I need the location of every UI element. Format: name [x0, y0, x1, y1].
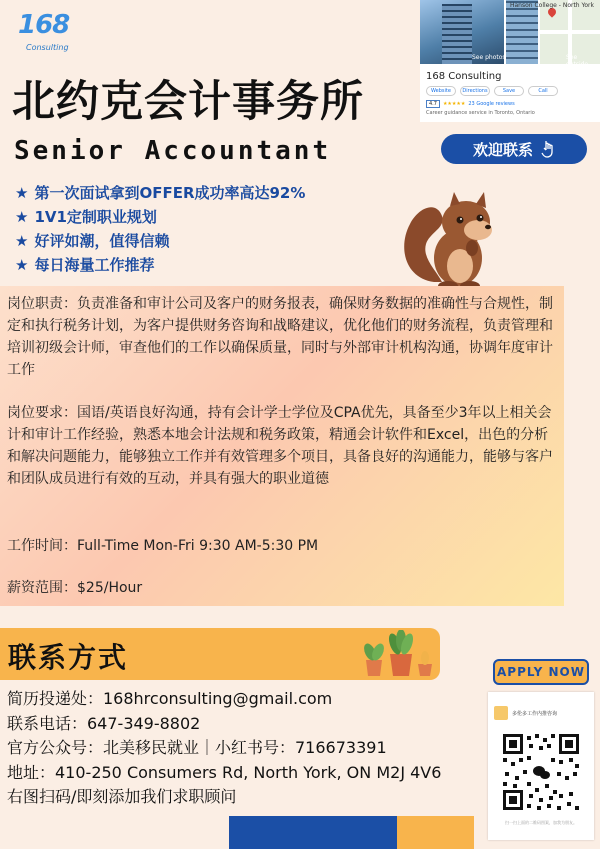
- list-item: ★ 好评如潮，值得信赖: [15, 229, 305, 253]
- star-icon: ★: [15, 184, 29, 202]
- company-logo: [18, 10, 68, 56]
- highlights-list: [15, 181, 305, 277]
- building-photo-2[interactable]: [506, 0, 538, 64]
- website-button[interactable]: Website: [426, 86, 456, 96]
- apply-now-button[interactable]: APPLY NOW: [493, 659, 589, 685]
- list-item: ★ 1V1定制职业规划: [15, 205, 305, 229]
- reviews-link[interactable]: 23 Google reviews: [468, 101, 515, 107]
- contact-us-button[interactable]: [441, 134, 587, 164]
- logo-subtitle: Consulting: [26, 43, 69, 52]
- squirrel-illustration: [396, 186, 500, 294]
- salary-range: 薪资范围：$25/Hour: [7, 580, 143, 596]
- star-icon: ★: [15, 208, 29, 226]
- qr-footer: 扫一扫上面的二维码图案，加我为朋友。: [505, 820, 577, 825]
- google-business-card[interactable]: [420, 0, 600, 122]
- job-requirements: 岗位要求：国语/英语良好沟通，持有会计学士学位及CPA优先，具备至少3年以上相关会计和审计工作经验，熟悉本地会计法规和税务政策，精通会计软件和Excel，出色的分析和解决问题能力，能够独立工作并有效管理多个项目，具备良好的沟通能力，能够与客户和团队成员进行有效的互动，并具有强大的职业道德: [7, 405, 553, 487]
- potted-plants-icon: [362, 630, 436, 678]
- footer-block-blue: [229, 816, 397, 849]
- work-hours: 工作时间：Full-Time Mon-Fri 9:30 AM-5:30 PM: [7, 538, 319, 554]
- rating-value: 4.7: [426, 100, 440, 108]
- qr-code-icon[interactable]: [501, 732, 581, 812]
- resume-email[interactable]: 简历投递处：168hrconsulting@gmail.com: [7, 689, 333, 708]
- qr-header: [494, 706, 557, 720]
- rating-row: [426, 100, 515, 108]
- contact-info: [7, 687, 441, 810]
- list-item: ★ 第一次面试拿到OFFER成功率高达92%: [15, 181, 305, 205]
- map-location-caption: Hanson College - North York: [509, 2, 595, 9]
- office-address: 地址：410-250 Consumers Rd, North York, ON M2J 4V6: [7, 762, 442, 782]
- directions-button[interactable]: Directions: [460, 86, 490, 96]
- star-rating-icon: ★★★★★: [442, 101, 466, 107]
- call-button[interactable]: Call: [528, 86, 558, 96]
- scan-qr-prompt: 右图扫码/即刻添加我们求职顾问: [7, 787, 237, 806]
- contact-section-title: 联系方式: [8, 641, 129, 674]
- card-action-buttons: [426, 86, 558, 96]
- contact-us-label: 欢迎联系: [472, 140, 533, 159]
- star-icon: ★: [15, 256, 29, 274]
- see-outside-link[interactable]: See outside: [566, 54, 589, 68]
- see-photos-link[interactable]: See photos: [472, 54, 506, 61]
- logo-number: 168: [18, 10, 70, 40]
- list-item: ★ 每日海量工作推荐: [15, 253, 305, 277]
- business-description: Career guidance service in Toronto, Ontario: [426, 110, 535, 116]
- job-duties: 岗位职责：负责准备和审计公司及客户的财务报表，确保财务数据的准确性与合规性，制定和执行税务计划，为客户提供财务咨询和战略建议，优化他们的财务流程，负责管理和培训初级会计师，审查他们的工作以确保质量，同时与外部审计机构沟通，协调年度审计工作: [7, 296, 553, 378]
- qr-title: 多伦多工作内推咨询: [512, 710, 558, 717]
- save-button[interactable]: Save: [494, 86, 524, 96]
- job-title: Senior Accountant: [14, 136, 332, 166]
- footer-block-yellow: [397, 816, 474, 849]
- social-accounts: 官方公众号：北美移民就业｜小红书号：716673391: [7, 738, 387, 757]
- avatar: [494, 706, 508, 720]
- star-icon: ★: [15, 232, 29, 250]
- phone-number[interactable]: 联系电话：647-349-8802: [7, 713, 201, 733]
- page-title: 北约克会计事务所: [12, 77, 364, 127]
- wechat-qr-card[interactable]: [488, 692, 594, 840]
- business-name: 168 Consulting: [426, 71, 502, 82]
- hand-pointer-icon: [541, 140, 555, 158]
